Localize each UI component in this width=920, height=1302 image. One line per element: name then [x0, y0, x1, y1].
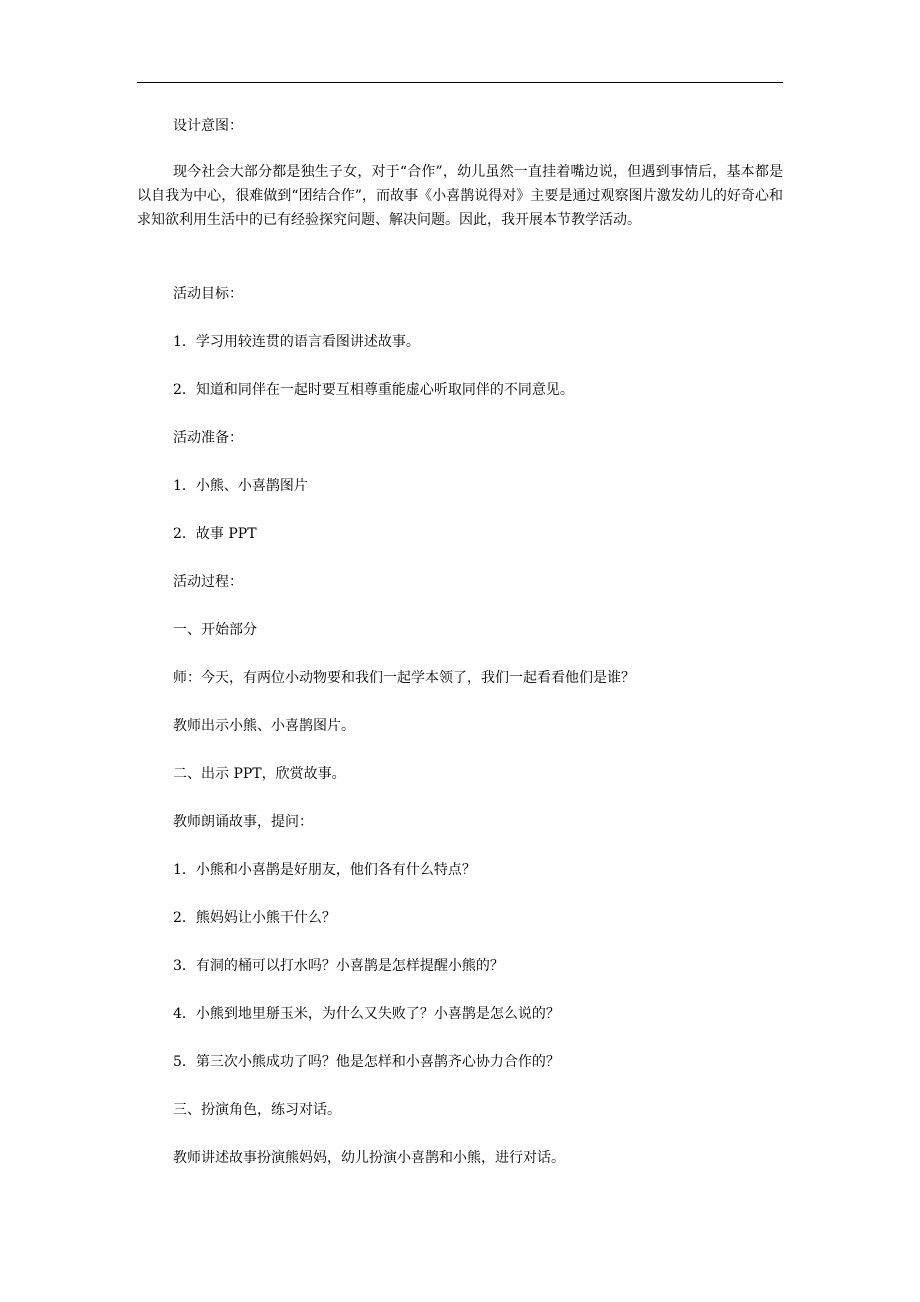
process-heading: 活动过程：	[173, 574, 243, 590]
goal-item: 1．学习用较连贯的语言看图讲述故事。	[173, 334, 420, 350]
process-section-title: 二、出示 PPT，欣赏故事。	[173, 766, 346, 782]
design-intent-heading: 设计意图：	[173, 118, 243, 134]
goals-heading: 活动目标：	[173, 286, 243, 302]
process-section-title: 一、开始部分	[173, 622, 257, 638]
process-line: 教师讲述故事扮演熊妈妈，幼儿扮演小喜鹊和小熊，进行对话。	[173, 1150, 565, 1166]
question-item: 5．第三次小熊成功了吗？他是怎样和小喜鹊齐心协力合作的？	[173, 1054, 560, 1070]
goal-item: 2．知道和同伴在一起时要互相尊重能虚心听取同伴的不同意见。	[173, 382, 574, 398]
prep-item: 2．故事 PPT	[173, 526, 257, 542]
question-item: 4．小熊到地里掰玉米，为什么又失败了？小喜鹊是怎么说的？	[173, 1006, 560, 1022]
process-line: 师：今天，有两位小动物要和我们一起学本领了，我们一起看看他们是谁？	[173, 670, 635, 686]
question-item: 3．有洞的桶可以打水吗？小喜鹊是怎样提醒小熊的？	[173, 958, 504, 974]
process-section-title: 三、扮演角色，练习对话。	[173, 1102, 341, 1118]
question-item: 2．熊妈妈让小熊干什么？	[173, 910, 336, 926]
intro-paragraph: 现今社会大部分都是独生子女，对于“合作”，幼儿虽然一直挂着嘴边说，但遇到事情后，基本都是以自我为中心，很难做到“团结合作”，而故事《小喜鹊说得对》主要是通过观察图片激发幼儿的好奇心和求知欲利用生活中的已有经验探究问题、解决问题。因此，我开展本节教学活动。	[137, 164, 783, 228]
prep-heading: 活动准备：	[173, 430, 243, 446]
prep-item: 1．小熊、小喜鹊图片	[173, 478, 308, 494]
process-line: 教师出示小熊、小喜鹊图片。	[173, 718, 355, 734]
question-item: 1．小熊和小喜鹊是好朋友，他们各有什么特点？	[173, 862, 476, 878]
process-line: 教师朗诵故事，提问：	[173, 814, 313, 830]
header-rule	[137, 82, 783, 83]
